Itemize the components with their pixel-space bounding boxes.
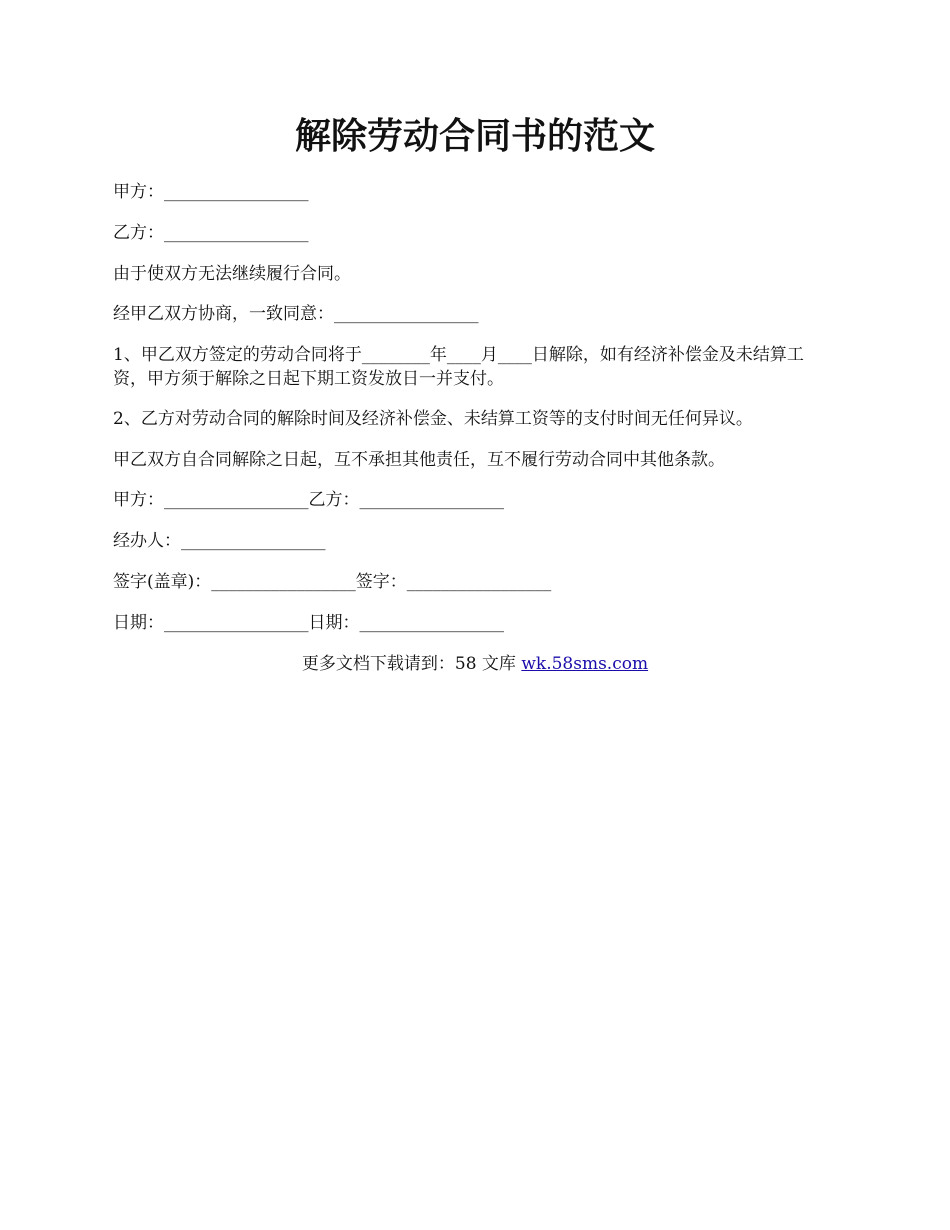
document-title: 解除劳动合同书的范文: [294, 115, 655, 157]
party-b-line: 乙方：_________________: [113, 223, 309, 243]
mutual-release-line: 甲乙双方自合同解除之日起，互不承担其他责任，互不履行劳动合同中其他条款。: [113, 450, 725, 470]
signature-parties-line: 甲方：_________________乙方：_________________: [113, 490, 504, 510]
footer-link[interactable]: wk.58sms.com: [521, 654, 649, 674]
footer-text: 更多文档下载请到：58 文库: [301, 654, 522, 674]
date-line: 日期：_________________日期：_________________: [113, 613, 504, 633]
handler-line: 经办人：_________________: [113, 531, 326, 551]
reason-line: 由于使双方无法继续履行合同。: [113, 264, 351, 284]
footer: [0, 652, 950, 676]
signature-seal-line: 签字(盖章)：_________________签字：_________________: [113, 572, 552, 592]
clause-1: 1、甲乙双方签定的劳动合同将于________年____月____日解除，如有经济补偿金及未结算工资，甲方须于解除之日起下期工资发放日一并支付。: [113, 345, 804, 389]
party-a-line: 甲方：_________________: [113, 182, 309, 202]
agreement-line: 经甲乙双方协商，一致同意：_________________: [113, 304, 479, 324]
clause-2: 2、乙方对劳动合同的解除时间及经济补偿金、未结算工资等的支付时间无任何异议。: [113, 409, 753, 429]
